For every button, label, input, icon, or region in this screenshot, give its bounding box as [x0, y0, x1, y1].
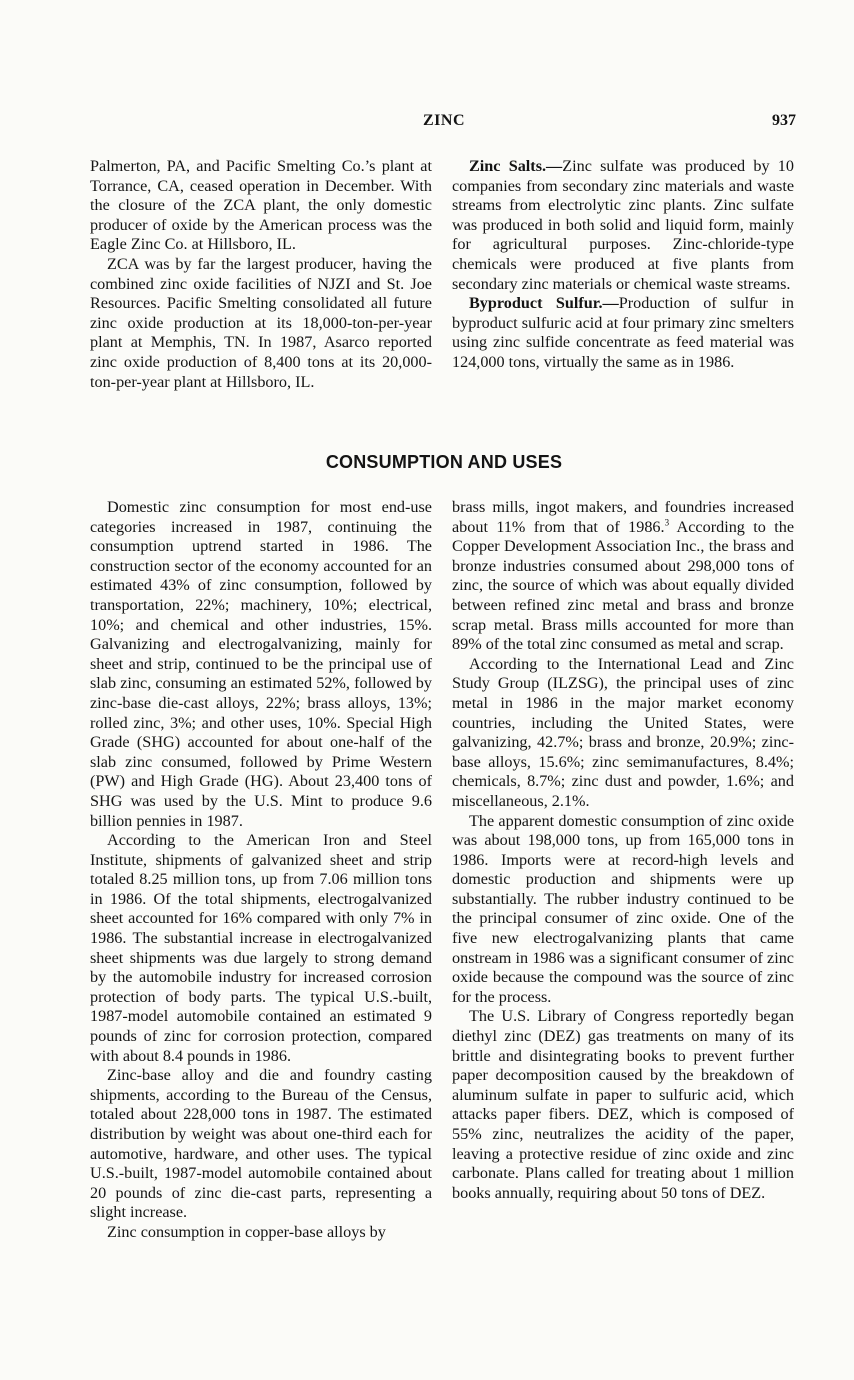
- page-header: [90, 112, 798, 136]
- top-right-column: [452, 157, 794, 373]
- paragraph: Zinc-base alloy and die and foundry casting shipments, according to the Bureau of the Census, totaled about 228,000 tons in 1987. The estimated distribution by weight was about one-third each for automotive, hardware, and other uses. The typical U.S.-built, 1987-model automobile contained about 20 pounds of zinc die-cast parts, representing a slight increase.: [90, 1066, 432, 1222]
- paragraph: Zinc consumption in copper-base alloys by: [107, 1222, 386, 1241]
- byproduct-sulfur-paragraph: [452, 294, 794, 372]
- zinc-salts-heading: Zinc Salts.—: [469, 157, 563, 175]
- paragraph: Domestic zinc consumption for most end-use categories increased in 1987, continuing the consumption uptrend started in 1986. The construction sector of the economy accounted for an estimated 43% of zinc consumption, followed by transportation, 22%; machinery, 10%; electrical, 10%; and chemical and other industries, 15%. Galvanizing and electrogalvanizing, mainly for sheet and strip, continued to be the principal use of slab zinc, consuming an estimated 52%, followed by zinc-base die-cast alloys, 22%; brass alloys, 13%; rolled zinc, 3%; and other uses, 10%. Special High Grade (SHG) accounted for about one-half of the slab zinc consumed, followed by Prime Western (PW) and High Grade (HG). About 23,400 tons of SHG was used by the U.S. Mint to produce 9.6 billion pennies in 1987.: [90, 498, 432, 830]
- zinc-salts-paragraph: [452, 157, 794, 294]
- paragraph: The U.S. Library of Congress reportedly began diethyl zinc (DEZ) gas treatments on many of its brittle and disintegrating books to prevent further paper decomposition caused by the breakdown of aluminum sulfate in paper to sulfuric acid, which attacks paper fibers. DEZ, which is composed of 55% zinc, neutralizes the acidity of the paper, leaving a protective residue of zinc oxide and zinc carbonate. Plans called for treating about 1 million books annually, requiring about 50 tons of DEZ.: [452, 1007, 794, 1202]
- paragraph: [452, 498, 794, 655]
- paragraph: According to the American Iron and Steel Institute, shipments of galvanized sheet and strip totaled 8.25 million tons, up from 7.06 million tons in 1986. Of the total shipments, electrogalvanized sheet accounted for 16% compared with only 7% in 1986. The substantial increase in electrogalvanized sheet shipments was due largely to strong demand by the automobile industry for increased corrosion protection of body parts. The typical U.S.-built, 1987-model automobile contained an estimated 9 pounds of zinc for corrosion protection, compared with about 8.4 pounds in 1986.: [90, 831, 432, 1065]
- top-left-column: [90, 157, 432, 392]
- paragraph-text: According to the Copper Development Association Inc., the brass and bronze industries consumed about 298,000 tons of zinc, the source of which was about equally divided between refined zinc metal and brass and bronze scrap metal. Brass mills accounted for more than 89% of the total zinc consumed as metal and scrap.: [452, 517, 795, 654]
- bottom-right-column: [452, 498, 794, 1203]
- paragraph: The apparent domestic consumption of zinc oxide was about 198,000 tons, up from 165,000 tons in 1986. Imports were at record-high levels and domestic production and shipments were up substantially. The rubber industry continued to be the principal consumer of zinc oxide. One of the five new electrogalvanizing plants that came onstream in 1986 was a significant consumer of zinc oxide because the compound was the source of zinc for the process.: [452, 811, 794, 1006]
- footnote-marker: 3: [664, 517, 670, 528]
- paragraph-text: brass mills, ingot makers, and foundries increased about 11% from that of 1986.: [452, 498, 794, 536]
- page-number: 937: [772, 112, 796, 129]
- bottom-left-column: [90, 498, 432, 1243]
- byproduct-sulfur-heading: Byproduct Sulfur.—: [469, 294, 619, 313]
- zinc-salts-text: Zinc sulfate was produced by 10 companies from secondary zinc materials and waste streams from electrolytic zinc plants. Zinc sulfate was produced in both solid and liquid form, mainly for agricultural purposes. Zinc-chloride-type chemicals were produced at five plants from secondary zinc materials or chemical waste streams.: [452, 157, 794, 293]
- paragraph: According to the International Lead and Zinc Study Group (ILZSG), the principal uses of zinc metal in 1986 in the major market economy countries, including the United States, were galvanizing, 42.7%; brass and bronze, 20.9%; zinc-base alloys, 15.6%; zinc semimanufactures, 8.4%; chemicals, 8.7%; zinc dust and powder, 1.6%; and miscellaneous, 2.1%.: [452, 654, 794, 810]
- paragraph: ZCA was by far the largest producer, having the combined zinc oxide facilities of NJZI and St. Joe Resources. Pacific Smelting consolidated all future zinc oxide production at its 18,000-ton-per-year plant at Memphis, TN. In 1987, Asarco reported zinc oxide production of 8,400 tons at its 20,000-ton-per-year plant at Hillsboro, IL.: [90, 254, 432, 391]
- running-title: ZINC: [422, 112, 465, 129]
- byproduct-sulfur-text: Production of sulfur in byproduct sulfuric acid at four primary zinc smelters using zinc sulfide concentrate as feed material was 124,000 tons, virtually the same as in 1986.: [452, 294, 794, 371]
- paragraph: Palmerton, PA, and Pacific Smelting Co.’s plant at Torrance, CA, ceased operation in December. With the closure of the ZCA plant, the only domestic producer of oxide by the American process was the Eagle Zinc Co. at Hillsboro, IL.: [90, 157, 432, 254]
- section-heading: CONSUMPTION AND USES: [325, 452, 563, 472]
